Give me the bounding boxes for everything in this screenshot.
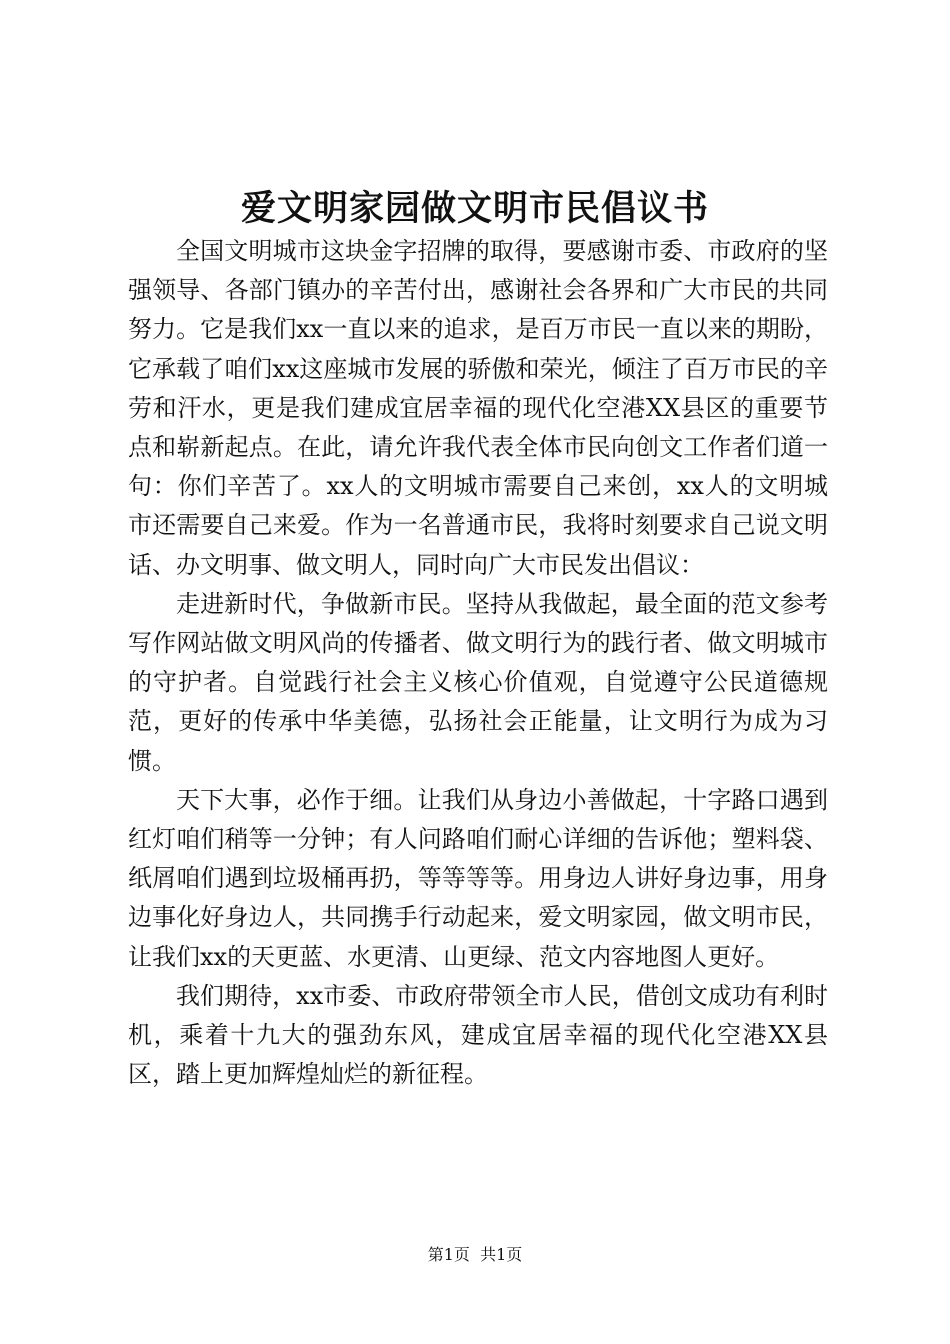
paragraph-1: 全国文明城市这块金字招牌的取得，要感谢市委、市政府的坚强领导、各部门镇办的辛苦付出，感谢社会各界和广大市民的共同努力。它是我们xx一直以来的追求，是百万市民一直以来的期盼，它承载了咱们xx这座城市发展的骄傲和荣光，倾注了百万市民的辛劳和汗水，更是我们建成宜居幸福的现代化空港XX县区的重要节点和崭新起点。在此，请允许我代表全体市民向创文工作者们道一句：你们辛苦了。xx人的文明城市需要自己来创，xx人的文明城市还需要自己来爱。作为一名普通市民，我将时刻要求自己说文明话、办文明事、做文明人，同时向广大市民发出倡议： — [128, 237, 828, 579]
page-footer — [0, 1244, 950, 1266]
paragraph-3: 天下大事，必作于细。让我们从身边小善做起，十字路口遇到红灯咱们稍等一分钟；有人问路咱们耐心详细的告诉他；塑料袋、纸屑咱们遇到垃圾桶再扔，等等等等。用身边人讲好身边事，用身边事化好身边人，共同携手行动起来，爱文明家园，做文明市民，让我们xx的天更蓝、水更清、山更绿、范文内容地图人更好。 — [128, 785, 828, 971]
paragraph-4: 我们期待，xx市委、市政府带领全市人民，借创文成功有利时机，乘着十九大的强劲东风，建成宜居幸福的现代化空港XX县区，踏上更加辉煌灿烂的新征程。 — [128, 981, 828, 1089]
page-number: 第1页 — [427, 1245, 470, 1264]
page-total: 共1页 — [480, 1245, 523, 1264]
document-body — [128, 232, 828, 1094]
paragraph-2: 走进新时代，争做新市民。坚持从我做起，最全面的范文参考写作网站做文明风尚的传播者、做文明行为的践行者、做文明城市的守护者。自觉践行社会主义核心价值观，自觉遵守公民道德规范，更好的传承中华美德，弘扬社会正能量，让文明行为成为习惯。 — [128, 589, 828, 775]
footer-separator — [470, 1245, 480, 1264]
document-title: 爱文明家园做文明市民倡议书 — [240, 188, 709, 229]
